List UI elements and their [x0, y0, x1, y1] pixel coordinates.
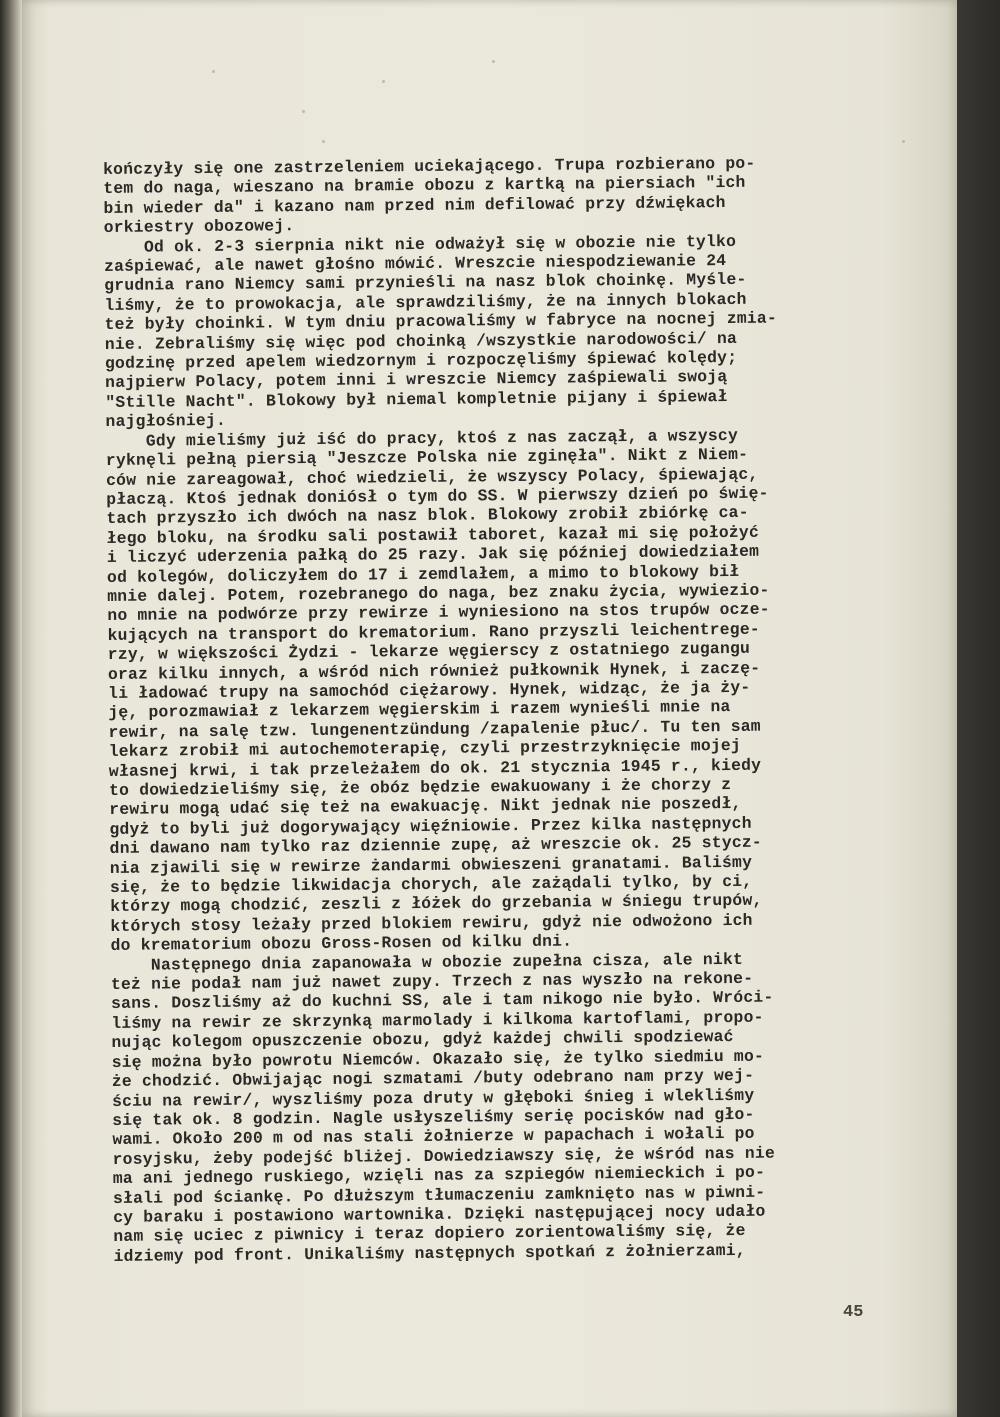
paper-speck	[322, 140, 325, 143]
text-line: mnie dalej. Potem, rozebranego do naga, bez znaku życia, wywiezio-	[107, 580, 770, 606]
text-line: idziemy pod front. Unikaliśmy następnych spotkań z żołnierzami,	[113, 1240, 746, 1266]
text-line: tem do naga, wieszano na bramie obozu z kartką na piersiach "ich	[103, 173, 746, 199]
text-line: ję, porozmawiał z lekarzem węgierskim i razem wynieśli mnie na	[108, 697, 731, 723]
paper-speck	[302, 110, 305, 113]
text-line: rzy, w większości Żydzi - lekarze węgierscy z ostatniego zugangu	[107, 638, 751, 665]
text-line: że chodzić. Obwijając nogi szmatami /buty odebrano nam przy wej-	[111, 1065, 755, 1092]
book-spine-shadow	[0, 0, 22, 1417]
text-line: od kolegów, doliczyłem do 17 i zemdlałem, a mimo to blokowy bił	[106, 561, 740, 587]
text-line: kujących na transport do krematorium. Rano przyszli leichentrege-	[107, 619, 760, 645]
text-line: liśmy na rewir ze skrzynką marmolady i kilkoma kartoflami, propo-	[111, 1007, 764, 1033]
text-line: najpierw Polacy, potem inni i wreszcie Niemcy zaśpiewali swoją	[105, 367, 728, 393]
text-line: i liczyć uderzenia pałką do 25 razy. Jak się później dowiedziałem	[106, 541, 760, 568]
text-line: się, że to będzie likwidacja chorych, ale zażądali tylko, by ci,	[109, 871, 753, 897]
text-line: li ładować trupy na samochód ciężarowy. Hynek, widząc, że ja ży-	[108, 677, 751, 703]
text-line: się można było powrotu Niemców. Okazało się, że tylko siedmiu mo-	[111, 1046, 765, 1072]
scan-background-edge	[957, 0, 1000, 1417]
text-line: grudnia rano Niemcy sami przynieśli na nasz blok choinkę. Myśle-	[104, 270, 747, 296]
text-line: nia zjawili się w rewirze żandarmi obwieszeni granatami. Baliśmy	[109, 852, 753, 878]
text-line: ców nie zareagował, choć wiedzieli, że wszyscy Polacy, śpiewając,	[105, 464, 759, 490]
text-line: kończyły się one zastrzeleniem uciekającego. Trupa rozbierano po-	[103, 153, 756, 179]
text-line: gdyż to byli już dogorywający więźniowie. Przez kilka następnych	[109, 813, 752, 839]
text-line: to dowiedzieliśmy się, że obóz będzie ewakuowany i że chorzy z	[108, 774, 732, 800]
paper-speck	[382, 80, 385, 83]
text-line: słali pod ściankę. Po dłuższym tłumaczeniu zamknięto nas w piwni-	[112, 1182, 766, 1208]
text-line: liśmy, że to prowokacja, ale sprawdziliśmy, że na innych blokach	[104, 289, 747, 315]
text-line: rewir, na salę tzw. lungenentzündung /zapalenie płuc/. Tu ten sam	[108, 716, 761, 742]
text-line: najgłośniej.	[105, 411, 227, 432]
text-line: ma ani jednego ruskiego, wzięli nas za szpiegów niemieckich i po-	[112, 1162, 766, 1189]
text-line: rosyjsku, żeby podejść bliżej. Dowiedziawszy się, że wśród nas nie	[112, 1143, 776, 1169]
text-line: tach przyszło ich dwóch na nasz blok. Blokowy zrobił zbiórkę ca-	[106, 503, 749, 529]
text-line: też nie podał nam już nawet zupy. Trzech z nas wyszło na rekone-	[110, 968, 754, 995]
body-text	[103, 152, 904, 1266]
text-line: płaczą. Ktoś jednak doniósł o tym do SS. W pierwszy dzień po świę-	[106, 483, 769, 509]
paper-speck	[212, 70, 215, 73]
text-line: którzy mogą chodzić, zeszli z łóżek do grzebania w śniegu trupów,	[110, 891, 763, 917]
text-line: no mnie na podwórze przy rewirze i wyniesiono na stos trupów ocze-	[107, 599, 770, 626]
text-line: do krematorium obozu Gross-Rosen od kilku dni.	[110, 931, 573, 956]
text-line: rewiru mogą udać się też na ewakuację. Nikt jednak nie poszedł,	[109, 794, 742, 820]
text-line: wami. Około 200 m od nas stali żołnierze w papachach i wołali po	[112, 1124, 755, 1150]
text-line: nując kolegom opuszczenie obozu, gdyż każdej chwili spodziewać	[111, 1027, 734, 1053]
page-number: 45	[843, 1303, 864, 1322]
text-line: których stosy leżały przed blokiem rewiru, gdyż nie odwożono ich	[110, 910, 753, 936]
text-line: orkiestry obozowej.	[103, 216, 295, 238]
text-line: też były choinki. W tym dniu pracowaliśmy w fabryce na nocnej zmia-	[104, 308, 778, 335]
text-line: Gdy mieliśmy już iść do pracy, ktoś z nas zaczął, a wszyscy	[105, 425, 739, 451]
text-line: cy baraku i postawiono wartownika. Dzięki następującej nocy udało	[113, 1201, 766, 1227]
text-line: "Stille Nacht". Blokowy był niemal kompletnie pijany i śpiewał	[105, 386, 728, 412]
text-line: własnej krwi, i tak przeleżałem do ok. 21 stycznia 1945 r., kiedy	[108, 755, 762, 781]
paper-speck	[902, 140, 905, 143]
text-line: lekarz zrobił mi autochemoterapię, czyli przestrzyknięcie mojej	[108, 736, 742, 762]
text-line: nie. Zebraliśmy się więc pod choinką /wszystkie narodowości/ na	[104, 328, 738, 354]
text-line: łego bloku, na środku sali postawił taboret, kazał mi się położyć	[106, 522, 760, 548]
text-line: ściu na rewir/, wyszliśmy poza druty w głęboki śnieg i wlekliśmy	[111, 1085, 755, 1111]
text-line: ryknęli pełną piersią "Jeszcze Polska nie zginęła". Nikt z Niem-	[105, 444, 749, 471]
paper-speck	[492, 60, 495, 63]
text-line: sans. Doszliśmy aż do kuchni SS, ale i tam nikogo nie było. Wróci-	[111, 988, 774, 1014]
text-line: nam się uciec z piwnicy i teraz dopiero zorientowaliśmy się, że	[113, 1221, 746, 1247]
text-line: dni dawano nam tylko raz dziennie zupę, aż wreszcie ok. 25 stycz-	[109, 832, 763, 859]
text-line: Następnego dnia zapanowała w obozie zupełna cisza, ale nikt	[110, 949, 744, 975]
text-line: godzinę przed apelem wiedzornym i rozpoczęliśmy śpiewać kolędy;	[104, 347, 738, 374]
text-line: zaśpiewać, ale nawet głośno mówić. Wreszcie niespodziewanie 24	[103, 251, 727, 277]
text-line: oraz kilku innych, a wśród nich również pułkownik Hynek, i zaczę-	[107, 658, 761, 684]
text-line: bin wieder da" i kazano nam przed nim defilować przy dźwiękach	[103, 192, 726, 218]
text-line: Od ok. 2-3 sierpnia nikt nie odważył się w obozie nie tylko	[103, 231, 737, 257]
text-line: się tak ok. 8 godzin. Nagle usłyszeliśmy serię pocisków nad gło-	[112, 1104, 755, 1130]
